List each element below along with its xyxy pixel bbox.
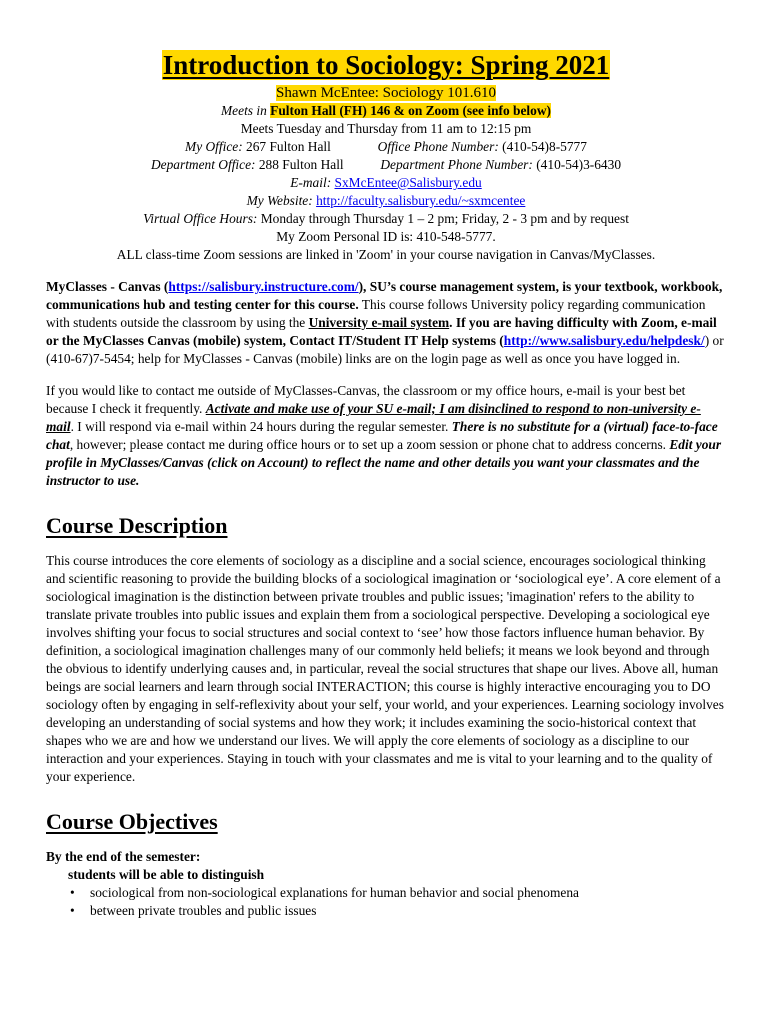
helpdesk-link[interactable]: http://www.salisbury.edu/helpdesk/: [503, 333, 705, 348]
department-line: Department Office: 288 Fulton Hall Department Phone Number: (410-54)3-6430: [150, 157, 622, 172]
course-objectives-heading: Course Objectives: [46, 809, 218, 834]
canvas-link[interactable]: https://salisbury.instructure.com/: [168, 279, 359, 294]
website-link[interactable]: http://faculty.salisbury.edu/~sxmcentee: [316, 193, 526, 208]
university-email-link[interactable]: University e-mail system: [308, 315, 450, 330]
objectives-intro: By the end of the semester:: [46, 849, 201, 864]
meets-time: Meets Tuesday and Thursday from 11 am to 12:15 pm: [240, 121, 532, 136]
zoom-id-line: My Zoom Personal ID is: 410-548-5777.: [276, 229, 496, 244]
list-item: • between private troubles and public issues: [70, 903, 317, 918]
objectives-sub: students will be able to distinguish: [68, 867, 265, 882]
title-text: Introduction to Sociology: Spring 2021: [162, 50, 610, 80]
website-line: My Website: http://faculty.salisbury.edu/~sxmcentee: [246, 193, 526, 208]
course-description-heading: Course Description: [46, 513, 228, 538]
instructor-line: Shawn McEntee: Sociology 101.610: [276, 85, 496, 101]
meets-line: Meets in Fulton Hall (FH) 146 & on Zoom (see info below): [221, 103, 551, 118]
objectives-list: [46, 884, 726, 920]
bullet-icon: •: [70, 903, 75, 918]
course-description-body: This course introduces the core elements of sociology as a discipline and a social science, encourages sociological thinking and scientific reasoning to provide the building blocks of a sociological imagination or ‘sociological eye’. A core element of a sociological imagination is the distinction between private troubles and public issues; 'imagination' refers to the ability to translate private troubles into public issues and explain them from a sociological perspective. Developing a sociological eye involves shifting your focus to social structures and social context to ‘see’ how those factors influence human behavior. By definition, a sociological imagination challenges many of our commonly held beliefs; it means we look beyond and through the obvious to identify underlying causes and, in particular, reveal the social structures that shape our lives. Above all, human beings are social learners and learn through social INTERACTION; this course is highly interactive encouraging you to DO sociology often by engaging in self-reflexivity about your self, your world, and your experiences. Learning sociology involves developing an understanding of social systems and how they work; it includes examining the socio-historical context that shapes who we are and how we understand our lives. We will apply the core elements of sociology as a discipline to our interaction and your experiences. Staying in touch with your classmates and me is vital to your learning and to the quality of your experience.: [46, 553, 724, 784]
list-item: • sociological from non-sociological explanations for human behavior and social phenomena: [70, 885, 579, 900]
contact-paragraph: If you would like to contact me outside of MyClasses-Canvas, the classroom or my office hours, e-mail is your best bet because I check it frequently. Activate and make use of your SU e-mail; I am disinclined to respond to non-university e-mail. I will respond via e-mail within 24 hours during the regular semester. There is no substitute for a (virtual) face-to-face chat, however; please contact me during office hours or to set up a zoom session or phone chat to address concerns. Edit your profile in MyClasses/Canvas (click on Account) to reflect the name and other details you want your classmates and the instructor to use.: [46, 383, 722, 488]
virtual-hours-line: Virtual Office Hours: Monday through Thursday 1 – 2 pm; Friday, 2 - 3 pm and by request: [143, 211, 629, 226]
email-line: E-mail: SxMcEntee@Salisbury.edu: [290, 175, 482, 190]
zoom-note-line: ALL class-time Zoom sessions are linked in 'Zoom' in your course navigation in Canvas/MyClasses.: [116, 247, 656, 262]
myclasses-paragraph: MyClasses - Canvas (https://salisbury.instructure.com/), SU’s course management system, is your textbook, workbook, communications hub and testing center for this course. This course follows University policy regarding communication with students outside the classroom by using the University e-mail system. If you are having difficulty with Zoom, e-mail or the MyClasses Canvas (mobile) system, Contact IT/Student IT Help systems (http://www.salisbury.edu/helpdesk/) or (410-67)7-5454; help for MyClasses - Canvas (mobile) links are on the login page as well as once you have logged in.: [46, 279, 724, 366]
office-line: My Office: 267 Fulton Hall Office Phone Number: (410-54)8-5777: [185, 139, 587, 154]
syllabus-page: [46, 48, 726, 920]
header-block: [46, 48, 726, 264]
email-link[interactable]: SxMcEntee@Salisbury.edu: [334, 175, 482, 190]
page-title: [46, 48, 726, 82]
bullet-icon: •: [70, 885, 75, 900]
